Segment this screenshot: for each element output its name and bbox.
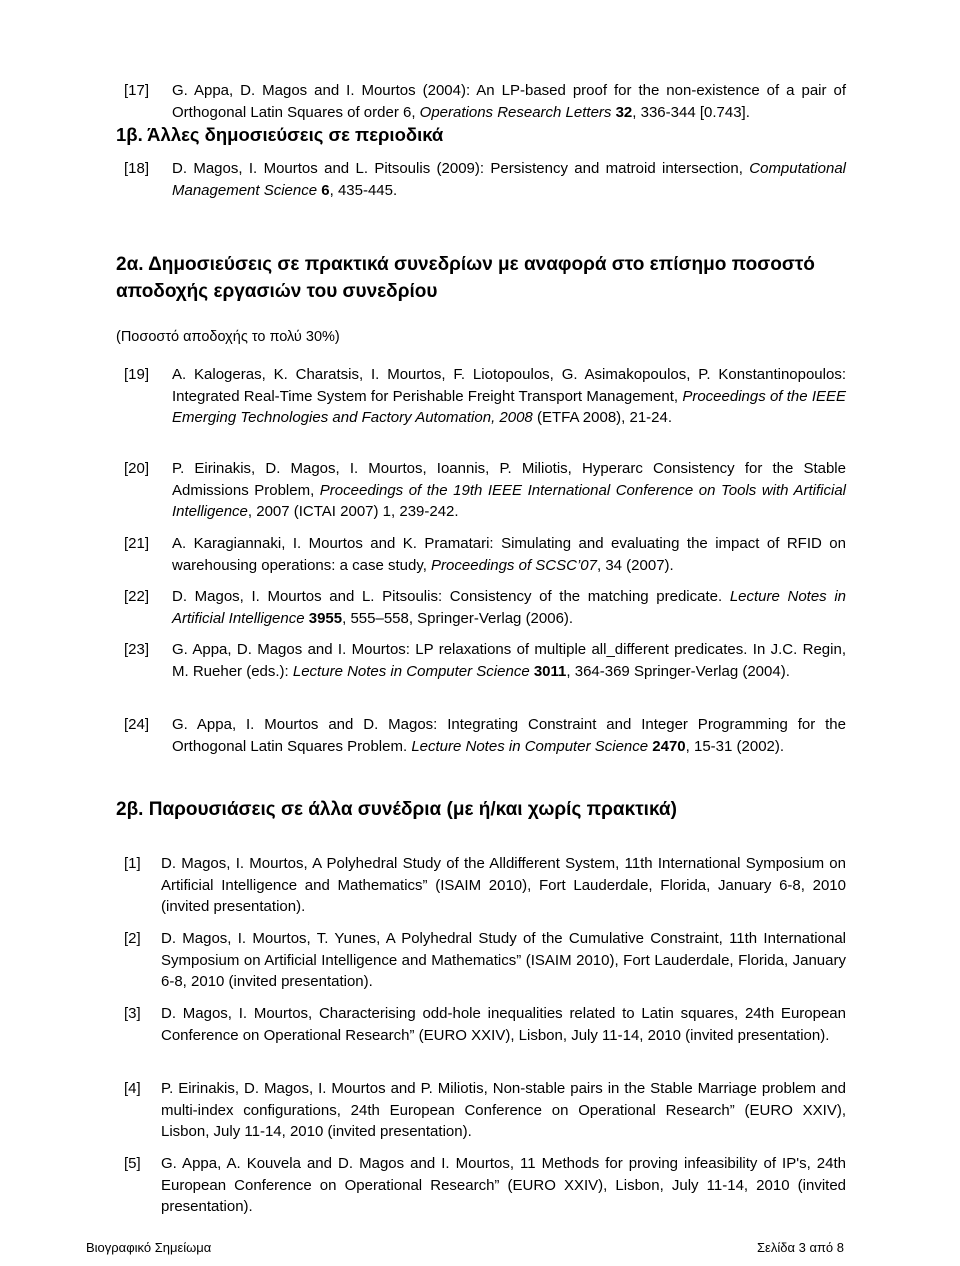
venue-name: Lecture Notes in Computer Science <box>292 662 530 680</box>
reference-number: [21] <box>124 535 150 552</box>
footer-document-title: Βιογραφικό Σημείωμα <box>86 1240 212 1255</box>
reference-body: G. Appa, D. Magos and I. Mourtos (2004): An LP-based proof for the non-existence of a pair of Orthogonal Latin Squares of order 6, Operations Research Letters 32, 336-344 [0.743]. <box>172 82 846 121</box>
presentation-number: [5] <box>124 1155 141 1172</box>
presentation-number: [2] <box>124 930 141 947</box>
presentation-body: P. Eirinakis, D. Magos, I. Mourtos and P. Miliotis, Non-stable pairs in the Stable Marriage problem and multi-index configurations, 24th European Conference on Operational Research” (EURO XXIV), Lisbon, July 11-14, 2010 (invited presentation). <box>161 1080 846 1140</box>
reference-19 <box>124 364 846 429</box>
presentation-number: [4] <box>124 1080 141 1097</box>
presentation-number: [3] <box>124 1005 141 1022</box>
acceptance-rate-note: (Ποσοστό αποδοχής το πολύ 30%) <box>116 329 340 345</box>
presentation-body: G. Appa, A. Kouvela and D. Magos and I. Mourtos, 11 Methods for proving infeasibility of IP's, 24th European Conference on Operational Research” (EURO XXIV), Lisbon, July 11-14, 2010 (invited presentation). <box>161 1155 846 1215</box>
presentation-5 <box>124 1153 846 1218</box>
reference-22 <box>124 586 846 629</box>
reference-number: [20] <box>124 460 150 477</box>
volume: 2470 <box>652 737 686 755</box>
presentation-body: D. Magos, I. Mourtos, Characterising odd-hole inequalities related to Latin squares, 24th European Conference on Operational Research” (EURO XXIV), Lisbon, July 11-14, 2010 (invited presentation). <box>161 1005 846 1044</box>
section-heading-2b: 2β. Παρουσιάσεις σε άλλα συνέδρια (με ή/και χωρίς πρακτικά) <box>116 799 677 820</box>
presentation-4 <box>124 1078 846 1143</box>
section-heading-1b: 1β. Άλλες δημοσιεύσεις σε περιοδικά <box>116 124 444 145</box>
venue-name: Lecture Notes in Computer Science <box>411 737 649 755</box>
reference-body: G. Appa, I. Mourtos and D. Magos: Integrating Constraint and Integer Programming for the Orthogonal Latin Squares Problem. Lecture Notes in Computer Science 2470, 15-31 (2002). <box>172 716 846 755</box>
volume: 3955 <box>308 609 343 627</box>
reference-body: P. Eirinakis, D. Magos, I. Mourtos, Ioannis, P. Miliotis, Hyperarc Consistency for the Stable Admissions Problem, Proceedings of the 19th IEEE International Conference on Tools with Artificial Intelligence, 2007 (ICTAI 2007) 1, 239-242. <box>172 460 846 520</box>
presentation-2 <box>124 928 846 993</box>
section-heading-2a: 2α. Δημοσιεύσεις σε πρακτικά συνεδρίων με αναφορά στο επίσημο ποσοστό αποδοχής εργασιών του συνεδρίου <box>116 254 815 302</box>
reference-number: [18] <box>124 160 150 177</box>
venue-name: Proceedings of the 19th IEEE International Conference on Tools with Artificial Intelligence <box>172 481 846 520</box>
reference-23 <box>124 639 846 682</box>
presentation-body: D. Magos, I. Mourtos, A Polyhedral Study of the Alldifferent System, 11th International Symposium on Artificial Intelligence and Mathematics” (ISAIM 2010), Fort Lauderdale, Florida, January 6-8, 2010 (invited presentation). <box>161 855 846 915</box>
presentation-3 <box>124 1003 846 1046</box>
venue-name: Proceedings of the IEEE Emerging Technologies and Factory Automation, 2008 <box>172 387 847 426</box>
journal-name: Computational Management Science <box>172 160 846 199</box>
footer-page-number: Σελίδα 3 από 8 <box>757 1240 844 1255</box>
reference-18 <box>124 158 846 201</box>
reference-21 <box>124 533 846 576</box>
reference-body: D. Magos, I. Mourtos and L. Pitsoulis: Consistency of the matching predicate. Lecture Notes in Artificial Intelligence 3955, 555–558, Springer-Verlag (2006). <box>172 588 846 627</box>
venue-name: Lecture Notes in Artificial Intelligence <box>172 588 846 627</box>
presentation-1 <box>124 853 846 918</box>
reference-number: [23] <box>124 641 150 658</box>
reference-24 <box>124 714 846 757</box>
reference-body: D. Magos, I. Mourtos and L. Pitsoulis (2009): Persistency and matroid intersection, Computational Management Science 6, 435-445. <box>172 160 846 199</box>
presentation-number: [1] <box>124 855 141 872</box>
reference-number: [19] <box>124 366 150 383</box>
reference-number: [24] <box>124 716 150 733</box>
volume: 6 <box>321 181 330 199</box>
reference-number: [22] <box>124 588 150 605</box>
volume: 32 <box>615 103 633 121</box>
volume: 3011 <box>533 662 567 680</box>
journal-name: Operations Research Letters <box>419 103 612 121</box>
reference-body: G. Appa, D. Magos and I. Mourtos: LP relaxations of multiple all_different predicates. In J.C. Regin, M. Rueher (eds.): Lecture Notes in Computer Science 3011, 364-369 Springer-Verlag (2004). <box>172 641 846 680</box>
reference-body: A. Kalogeras, K. Charatsis, I. Mourtos, F. Liotopoulos, G. Asimakopoulos, P. Konstantinopoulos: Integrated Real-Time System for Perishable Freight Transport Management, Proceedings of the IEEE Emerging Technologies and Factory Automation, 2008 (ETFA 2008), 21-24. <box>172 366 847 426</box>
venue-name: Proceedings of SCSC’07 <box>431 556 597 574</box>
reference-body: A. Karagiannaki, I. Mourtos and K. Pramatari: Simulating and evaluating the impact of RFID on warehousing operations: a case study, Proceedings of SCSC’07, 34 (2007). <box>172 535 846 574</box>
reference-20 <box>124 458 846 523</box>
presentation-body: D. Magos, I. Mourtos, T. Yunes, A Polyhedral Study of the Cumulative Constraint, 11th International Symposium on Artificial Intelligence and Mathematics” (ISAIM 2010), Fort Lauderdale, Florida, January 6-8, 2010 (invited presentation). <box>161 930 846 990</box>
reference-17 <box>124 80 846 123</box>
reference-number: [17] <box>124 82 150 99</box>
